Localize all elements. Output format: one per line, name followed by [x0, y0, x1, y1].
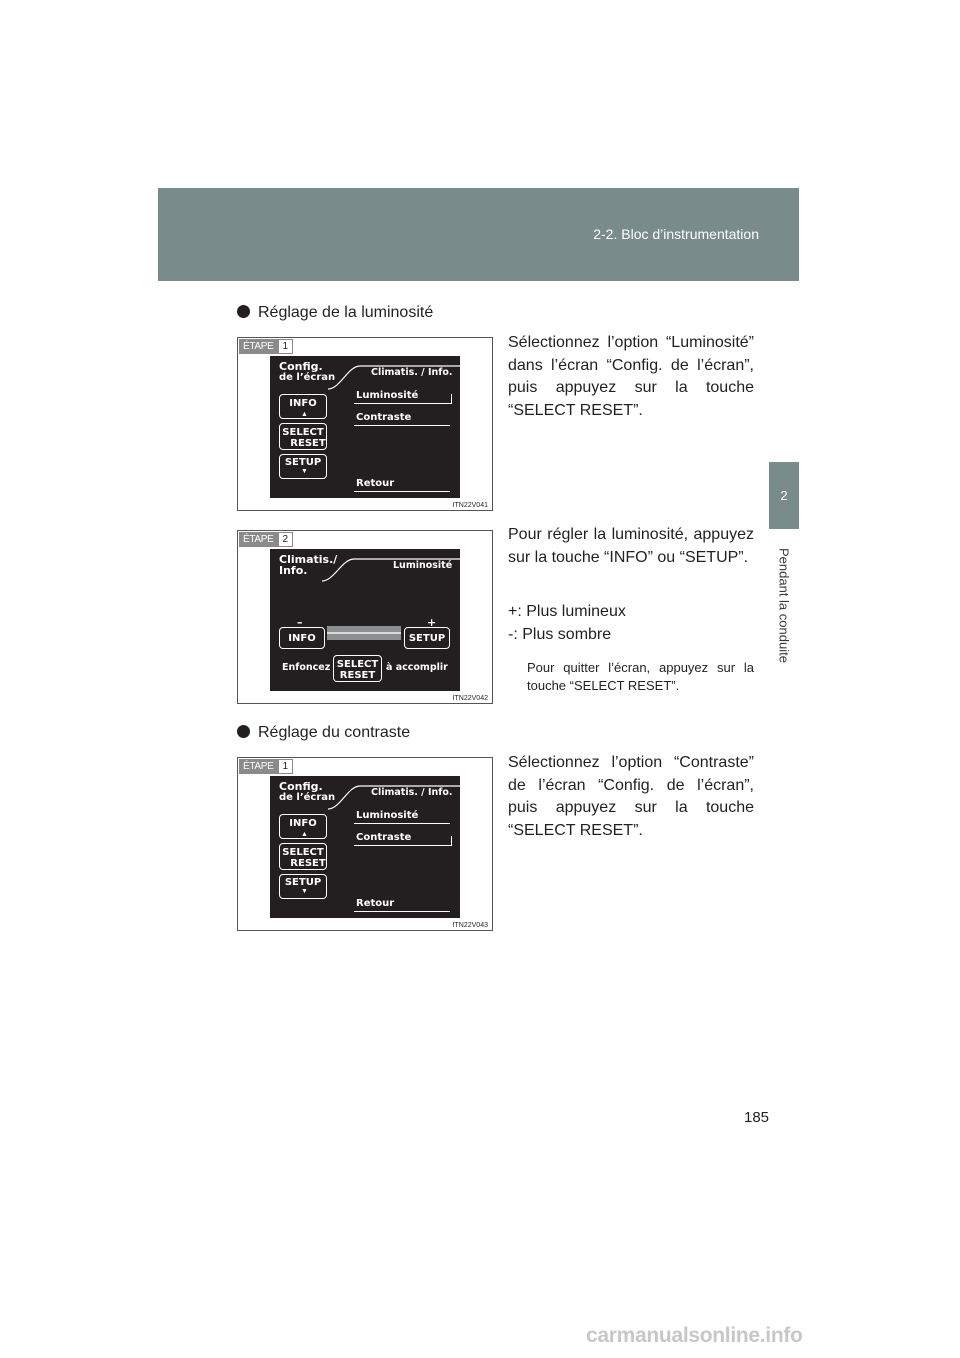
up-arrow-icon: ▲: [301, 411, 308, 418]
chapter-tab[interactable]: 2: [769, 462, 799, 529]
down-arrow-icon: ▼: [301, 468, 308, 475]
bullet-icon: [237, 305, 250, 318]
menu-underline: [354, 823, 450, 824]
step-badge: [239, 759, 293, 774]
figure-code: ITN22V042: [452, 695, 488, 702]
minus-icon: –: [297, 616, 303, 629]
screen-title-line2: Info.: [279, 564, 308, 577]
contrast-step1-instruction: Sélectionnez l’option “Contraste” de l’écran “Config. de l’écran”, puis appuyez sur la touche “SELECT RESET”.: [508, 754, 754, 839]
brightness-level-indicator: [327, 632, 401, 634]
menu-item-brightness[interactable]: Luminosité: [356, 390, 419, 401]
menu-item-back[interactable]: Retour: [356, 898, 395, 909]
brightness-level-bar[interactable]: [327, 626, 401, 640]
step-badge: [239, 532, 293, 547]
menu-underline: [354, 403, 452, 404]
exit-note: Pour quitter l’écran, appuyez sur la touche “SELECT RESET”.: [527, 660, 754, 693]
screen-tab: Climatis. / Info.: [371, 787, 453, 798]
select-reset-button[interactable]: [333, 655, 382, 682]
setup-button[interactable]: [279, 454, 327, 479]
down-arrow-icon: ▼: [301, 888, 308, 895]
menu-selection-edge: [451, 836, 452, 845]
header-band: [158, 188, 799, 281]
display-screen: [270, 356, 460, 498]
select-reset-button[interactable]: [279, 423, 327, 450]
step-badge-label: ÉTAPE: [239, 759, 278, 774]
select-label: SELECT: [282, 847, 324, 858]
section-title: 2-2. Bloc d’instrumentation: [593, 226, 759, 242]
select-reset-button[interactable]: [279, 843, 327, 870]
menu-item-back[interactable]: Retour: [356, 478, 395, 489]
display-screen: [270, 549, 460, 691]
reset-label: RESET: [339, 670, 376, 681]
menu-underline: [354, 845, 452, 846]
figure-step1-brightness: [237, 337, 493, 511]
menu-underline: [354, 491, 450, 492]
press-label: Enfoncez: [282, 662, 331, 673]
bullet-icon: [237, 725, 250, 738]
figure-step1-contrast: [237, 757, 493, 931]
step-badge: [239, 339, 293, 354]
legend-minus: -: Plus sombre: [508, 626, 612, 643]
info-button[interactable]: [279, 627, 325, 649]
menu-underline: [354, 911, 450, 912]
step-badge-number: 2: [278, 532, 294, 547]
info-button-label: INFO: [289, 818, 317, 829]
step2-instruction: Pour régler la luminosité, appuyez sur la touche “INFO” ou “SETUP”.: [508, 526, 754, 566]
figure-code: ITN22V041: [452, 502, 488, 509]
watermark[interactable]: carmanualsonline.info: [586, 1324, 803, 1347]
page-number: 185: [744, 1109, 770, 1126]
reset-label: RESET: [290, 858, 326, 869]
setup-button[interactable]: [279, 874, 327, 899]
step1-instruction: Sélectionnez l’option “Luminosité” dans l’écran “Config. de l’écran”, puis appuyez sur la touche “SELECT RESET”.: [508, 334, 754, 419]
step-badge-number: 1: [278, 759, 294, 774]
figure-step2-brightness: [237, 530, 493, 704]
screen-title-line1: Config.: [279, 780, 323, 793]
section-heading-contrast: [237, 724, 410, 742]
section-heading-text: Réglage du contraste: [258, 724, 411, 741]
section-heading-text: Réglage de la luminosité: [258, 304, 434, 321]
step-badge-label: ÉTAPE: [239, 339, 278, 354]
screen-title-line2: de l’écran: [279, 372, 336, 383]
info-button-label: INFO: [288, 633, 316, 644]
reset-label: RESET: [290, 438, 326, 449]
screen-tab: Luminosité: [393, 560, 453, 571]
up-arrow-icon: ▲: [301, 831, 308, 838]
display-screen: [270, 776, 460, 918]
complete-label: à accomplir: [386, 662, 448, 673]
menu-item-brightness[interactable]: Luminosité: [356, 810, 419, 821]
select-label: SELECT: [336, 659, 379, 670]
step-badge-label: ÉTAPE: [239, 532, 278, 547]
screen-title-line2: de l’écran: [279, 792, 336, 803]
plus-icon: +: [427, 616, 437, 629]
setup-button-label: SETUP: [284, 457, 322, 468]
setup-button[interactable]: [404, 627, 450, 649]
section-heading-brightness: [237, 304, 433, 322]
step-badge-number: 1: [278, 339, 294, 354]
menu-item-contrast[interactable]: Contraste: [356, 412, 412, 423]
menu-underline: [354, 425, 450, 426]
legend-plus: +: Plus lumineux: [508, 603, 626, 620]
select-label: SELECT: [282, 427, 324, 438]
figure-code: ITN22V043: [452, 922, 488, 929]
info-button-label: INFO: [289, 398, 317, 409]
setup-button-label: SETUP: [284, 877, 322, 888]
screen-title-line1: Climatis./: [279, 553, 338, 566]
menu-item-contrast[interactable]: Contraste: [356, 832, 412, 843]
chapter-label: Pendant la conduite: [776, 547, 792, 663]
screen-tab: Climatis. / Info.: [371, 367, 453, 378]
screen-title-line1: Config.: [279, 360, 323, 373]
menu-selection-edge: [451, 394, 452, 403]
setup-button-label: SETUP: [408, 633, 446, 644]
